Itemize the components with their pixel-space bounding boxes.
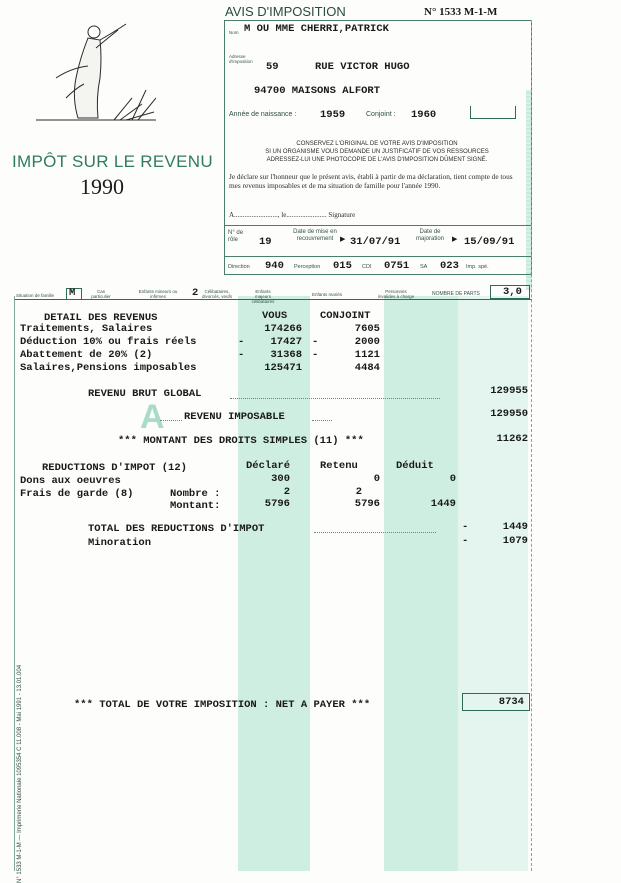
droits-value: 11262 — [496, 433, 528, 445]
situation-label: Situation de famille — [16, 293, 55, 298]
brut-value: 129955 — [490, 385, 528, 397]
nombre-label: Nombre : — [170, 488, 221, 500]
col-declare: Déclaré — [246, 460, 291, 472]
majoration-date: 15/09/91 — [464, 236, 515, 248]
brut-label: REVENU BRUT GLOBAL — [88, 388, 202, 400]
dons-declare: 300 — [271, 473, 290, 485]
row-sign1: - — [238, 349, 245, 361]
garde-label: Frais de garde (8) — [20, 488, 134, 500]
row-sign1: - — [238, 336, 245, 348]
row-conjoint: 2000 — [354, 336, 380, 348]
city: 94700 MAISONS ALFORT — [254, 85, 381, 97]
situation: M — [69, 287, 76, 299]
left-border — [14, 296, 15, 871]
arrow-icon: ▶ — [452, 236, 458, 243]
col-vous: VOUS — [262, 310, 288, 322]
row-label: Déduction 10% ou frais réels — [20, 336, 197, 348]
imposable-label: REVENU IMPOSABLE — [184, 411, 285, 423]
direction: 940 — [265, 260, 284, 272]
montant-declare: 5796 — [264, 498, 290, 510]
cdi-label: CDI — [362, 264, 372, 270]
montant-retenu: 5796 — [354, 498, 380, 510]
conjoint-year: 1960 — [411, 109, 437, 121]
dot-leader — [230, 398, 440, 399]
row-sign2: - — [312, 336, 319, 348]
adresse-label: Adresse d'imposition — [229, 54, 253, 64]
cas-label: Cas particulier — [91, 289, 111, 299]
enf-label: Enfants mariés — [311, 292, 342, 297]
code-box — [470, 106, 516, 119]
direction-label: Direction — [228, 264, 250, 270]
form-number: N° 1533 M-1-M — [424, 6, 498, 18]
street-number: 59 — [266, 61, 279, 73]
row-label: Salaires,Pensions imposables — [20, 362, 197, 374]
row-vous: 125471 — [264, 362, 302, 374]
birth-label: Année de naissance : — [229, 111, 297, 118]
dot-leader — [160, 420, 182, 421]
imp-label: Imp. spé. — [466, 264, 489, 270]
row-sign2: - — [312, 349, 319, 361]
tax-year: 1990 — [80, 174, 124, 199]
parts-label: NOMBRE DE PARTS — [432, 291, 480, 297]
total-reductions-value: 1449 — [502, 521, 528, 533]
montant-label: Montant: — [170, 500, 221, 512]
dons-deduit: 0 — [449, 473, 456, 485]
minoration-sign: - — [462, 535, 469, 547]
birth-year: 1959 — [320, 109, 346, 121]
taxpayer-box — [224, 20, 532, 226]
perception: 015 — [333, 260, 352, 272]
sa: 023 — [440, 260, 459, 272]
declaration-text: Je déclare sur l'honneur que le présent avis, établi à partir de ma déclaration, tient compte de tous mes revenus imposables et de ma situation de famille pour l'année 1990. — [229, 172, 513, 190]
row-vous: 31368 — [270, 349, 302, 361]
semeuse-logo — [36, 18, 156, 128]
net-value: 8734 — [498, 696, 524, 708]
enfants-label: Enfants mineurs ou infirmes — [138, 289, 178, 299]
green-band-conjoint — [384, 296, 458, 871]
sa-label: SA — [420, 264, 428, 270]
nombre-retenu: 2 — [355, 486, 362, 498]
street: RUE VICTOR HUGO — [315, 61, 410, 73]
conjoint-label: Conjoint : — [366, 111, 396, 118]
revenus-heading: DETAIL DES REVENUS — [44, 312, 158, 324]
avis-title: AVIS D'IMPOSITION — [225, 4, 346, 19]
taxpayer-name: M OU MME CHERRI,PATRICK — [244, 23, 389, 35]
reductions-heading: REDUCTIONS D'IMPOT (12) — [42, 462, 187, 474]
notice-line1: CONSERVEZ L'ORIGINAL DE VOTRE AVIS D'IMPOSITION — [296, 141, 458, 147]
perception-label: Perception — [294, 264, 321, 270]
recouvrement-label: Date de mise en recouvrement — [293, 229, 337, 242]
dons-retenu: 0 — [373, 473, 380, 485]
row-conjoint: 4484 — [354, 362, 380, 374]
col-conjoint: CONJOINT — [320, 310, 371, 322]
tax-name: IMPÔT SUR LE REVENU — [12, 152, 213, 171]
montant-deduit: 1449 — [430, 498, 456, 510]
net-label: *** TOTAL DE VOTRE IMPOSITION : NET A PAYER *** — [74, 699, 371, 711]
dot-leader — [312, 420, 332, 421]
col-deduit: Déduit — [396, 460, 434, 472]
row-label: Abattement de 20% (2) — [20, 349, 153, 361]
nom-label: Nom — [229, 30, 239, 35]
nombre-declare: 2 — [283, 486, 290, 498]
total-reductions-sign: - — [462, 521, 469, 533]
stamp-a-mark: A — [140, 398, 165, 436]
enfants: 2 — [192, 287, 199, 299]
cdi: 0751 — [384, 260, 410, 272]
minoration-value: 1079 — [502, 535, 528, 547]
role-number: 19 — [259, 236, 272, 248]
right-border — [531, 20, 532, 871]
arrow-icon: ▶ — [340, 236, 346, 243]
row-vous: 17427 — [270, 336, 302, 348]
row-vous: 174266 — [264, 323, 302, 335]
parts: 3,0 — [503, 286, 522, 298]
notice-line2: SI UN ORGANISME VOUS DEMANDE UN JUSTIFICATIF DE VOS RESSOURCES — [265, 149, 489, 155]
green-band-right — [458, 296, 528, 871]
green-band-vous — [238, 296, 310, 871]
dot-leader — [314, 532, 436, 533]
printer-margin-text: N° 1533 M-1-M — Imprimerie Nationale 1095354 C 11.008 - Mai 1991 - 13.01.004 — [17, 664, 23, 883]
row-conjoint: 7605 — [354, 323, 380, 335]
pers-label: Personnes invalides à charge — [377, 289, 415, 299]
row-label: Traitements, Salaires — [20, 323, 153, 335]
imposable-value: 129950 — [490, 408, 528, 420]
signature-line: A........................., le....................... Signature — [229, 211, 356, 219]
droits-label: *** MONTANT DES DROITS SIMPLES (11) *** — [118, 435, 364, 447]
row-conjoint: 1121 — [354, 349, 380, 361]
recouvrement-date: 31/07/91 — [350, 236, 401, 248]
maj-label: Enfants majeurs célibataires — [251, 289, 275, 304]
minoration-label: Minoration — [88, 537, 152, 549]
cel-label: Célibataires, divorcés, veufs — [202, 289, 233, 299]
dons-label: Dons aux oeuvres — [20, 475, 121, 487]
total-reductions-label: TOTAL DES REDUCTIONS D'IMPOT — [88, 523, 265, 535]
col-retenu: Retenu — [320, 460, 358, 472]
majoration-label: Date de majoration — [415, 229, 444, 242]
role-label: N° de rôle — [228, 230, 244, 243]
notice-line3: ADRESSEZ-LUI UNE PHOTOCOPIE DE L'AVIS D'IMPOSITION DÛMENT SIGNÉ. — [266, 157, 488, 163]
